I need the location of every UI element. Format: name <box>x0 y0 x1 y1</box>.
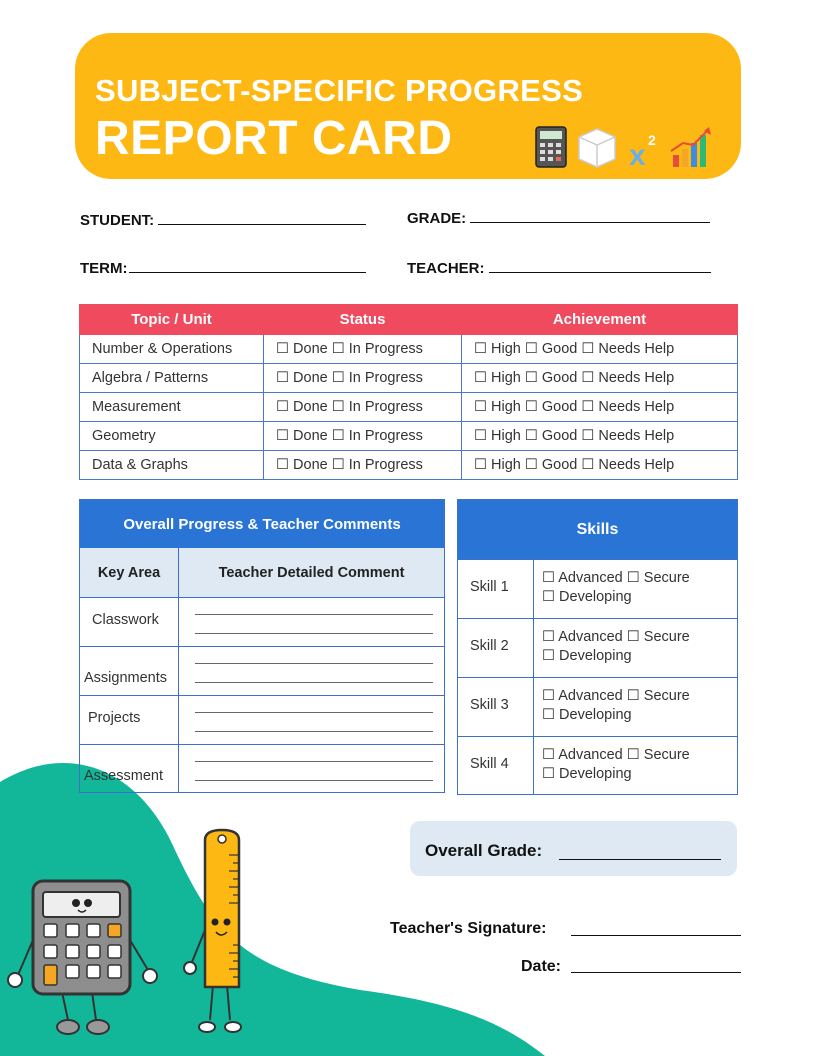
comment-row-assignments <box>80 646 444 696</box>
skill-name: Skill 2 <box>470 638 509 654</box>
skill-developing-checkbox[interactable]: ☐ Developing <box>542 707 632 723</box>
topic-progress-table <box>79 304 738 480</box>
status-checkboxes[interactable]: ☐ Done ☐ In Progress <box>264 451 462 480</box>
header-math-icons <box>533 125 723 171</box>
teacher-comment-header: Teacher Detailed Comment <box>218 564 405 581</box>
comment-row-assessment <box>80 744 444 793</box>
skills-table <box>457 499 738 795</box>
comment-row-classwork <box>80 597 444 647</box>
skill-name: Skill 1 <box>470 579 509 595</box>
term-field[interactable] <box>80 260 366 277</box>
status-checkboxes[interactable]: ☐ Done ☐ In Progress <box>264 335 462 364</box>
grade-input-line[interactable] <box>470 221 710 223</box>
grade-label: GRADE: <box>407 210 467 227</box>
achievement-checkboxes[interactable]: ☐ High ☐ Good ☐ Needs Help <box>462 451 738 480</box>
status-checkboxes[interactable]: ☐ Done ☐ In Progress <box>264 422 462 451</box>
x-squared-icon <box>629 132 656 171</box>
table-row <box>80 335 738 364</box>
comments-title: Overall Progress & Teacher Comments <box>80 500 444 548</box>
key-area-header: Key Area <box>97 564 161 581</box>
topic-cell: Number & Operations <box>80 335 264 364</box>
skill-level-checkboxes[interactable]: ☐ Advanced ☐ Secure <box>542 629 690 645</box>
skill-row <box>458 559 737 619</box>
teacher-signature-label: Teacher's Signature: <box>390 920 547 937</box>
student-label: STUDENT: <box>80 212 155 229</box>
status-header: Status <box>264 305 462 335</box>
achievement-checkboxes[interactable]: ☐ High ☐ Good ☐ Needs Help <box>462 364 738 393</box>
bar-chart-icon <box>671 127 711 167</box>
comment-line[interactable] <box>195 682 433 683</box>
overall-grade-line[interactable] <box>559 859 721 860</box>
overall-grade-label: Overall Grade: <box>425 841 543 860</box>
skill-name: Skill 3 <box>470 697 509 713</box>
header-subtitle: SUBJECT-SPECIFIC PROGRESS <box>95 73 584 108</box>
key-area-label: Projects <box>88 710 141 726</box>
status-checkboxes[interactable]: ☐ Done ☐ In Progress <box>264 393 462 422</box>
skill-developing-checkbox[interactable]: ☐ Developing <box>542 766 632 782</box>
topic-cell: Data & Graphs <box>80 451 264 480</box>
topic-cell: Algebra / Patterns <box>80 364 264 393</box>
key-area-label: Classwork <box>92 612 159 628</box>
topic-cell: Measurement <box>80 393 264 422</box>
comment-line[interactable] <box>195 761 433 762</box>
topic-table-header <box>80 305 738 335</box>
skills-title: Skills <box>458 500 737 559</box>
svg-text:2: 2 <box>648 132 656 148</box>
skill-level-checkboxes[interactable]: ☐ Advanced ☐ Secure <box>542 747 690 763</box>
date-label: Date: <box>521 958 562 975</box>
comment-line[interactable] <box>195 712 433 713</box>
comment-line[interactable] <box>195 633 433 634</box>
header-title: REPORT CARD <box>95 112 453 165</box>
teacher-input-line[interactable] <box>489 271 711 273</box>
skill-developing-checkbox[interactable]: ☐ Developing <box>542 648 632 664</box>
achievement-header: Achievement <box>462 305 738 335</box>
report-card-header <box>75 33 741 179</box>
topic-cell: Geometry <box>80 422 264 451</box>
skill-row <box>458 618 737 678</box>
student-input-line[interactable] <box>158 223 366 225</box>
comment-row-projects <box>80 695 444 745</box>
term-input-line[interactable] <box>129 271 366 273</box>
term-label: TERM: <box>80 260 128 277</box>
table-row <box>80 393 738 422</box>
student-field[interactable] <box>80 212 366 229</box>
achievement-checkboxes[interactable]: ☐ High ☐ Good ☐ Needs Help <box>462 393 738 422</box>
achievement-checkboxes[interactable]: ☐ High ☐ Good ☐ Needs Help <box>462 422 738 451</box>
key-area-label: Assessment <box>84 768 163 784</box>
table-row <box>80 422 738 451</box>
teacher-label: TEACHER: <box>407 260 485 277</box>
skill-row <box>458 736 737 796</box>
comments-subheader <box>80 548 444 598</box>
comment-line[interactable] <box>195 731 433 732</box>
skill-level-checkboxes[interactable]: ☐ Advanced ☐ Secure <box>542 688 690 704</box>
calculator-icon <box>536 127 566 167</box>
topic-header: Topic / Unit <box>80 305 264 335</box>
teacher-field[interactable] <box>407 260 711 277</box>
comment-line[interactable] <box>195 614 433 615</box>
table-row <box>80 451 738 480</box>
key-area-label: Assignments <box>84 670 168 686</box>
skill-name: Skill 4 <box>470 756 509 772</box>
date-line[interactable] <box>571 972 741 973</box>
status-checkboxes[interactable]: ☐ Done ☐ In Progress <box>264 364 462 393</box>
grade-field[interactable] <box>407 210 710 227</box>
comment-line[interactable] <box>195 663 433 664</box>
comment-line[interactable] <box>195 780 433 781</box>
skill-developing-checkbox[interactable]: ☐ Developing <box>542 589 632 605</box>
skill-row <box>458 677 737 737</box>
cube-icon <box>579 129 615 167</box>
teacher-signature-line[interactable] <box>571 935 741 936</box>
svg-text:x: x <box>629 139 646 171</box>
overall-grade-box <box>410 821 737 876</box>
teacher-comments-table <box>79 499 445 793</box>
skill-level-checkboxes[interactable]: ☐ Advanced ☐ Secure <box>542 570 690 586</box>
table-row <box>80 364 738 393</box>
achievement-checkboxes[interactable]: ☐ High ☐ Good ☐ Needs Help <box>462 335 738 364</box>
